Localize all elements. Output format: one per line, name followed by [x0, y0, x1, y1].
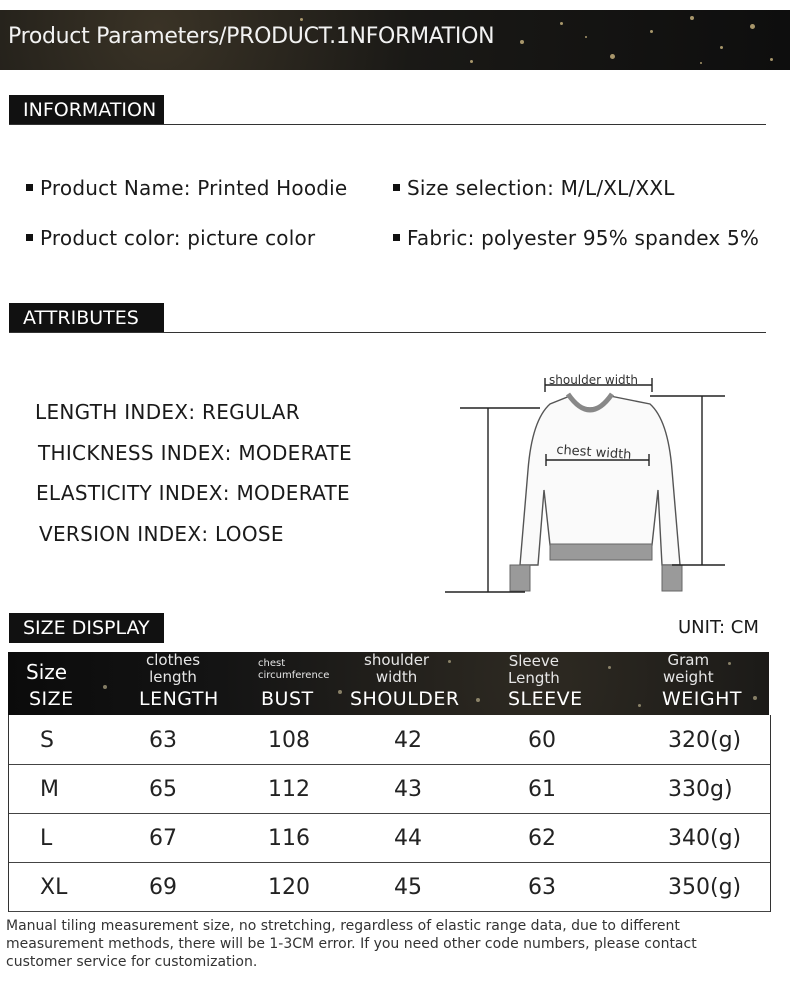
header-bust-top — [258, 658, 329, 682]
header-bust-top-2: circumference — [258, 670, 330, 681]
sparkle-dot — [560, 22, 563, 25]
attr-elasticity-index: ELASTICITY INDEX: MODERATE — [36, 481, 350, 505]
unit-label: UNIT: CM — [678, 617, 759, 638]
sparkle-dot — [638, 704, 641, 707]
cell-sleeve: 61 — [528, 777, 556, 802]
cell-shoulder: 43 — [394, 777, 422, 802]
cell-weight: 320(g) — [668, 728, 742, 753]
cell-size: S — [40, 728, 54, 753]
cell-length: 67 — [149, 826, 177, 851]
cell-bust: 112 — [268, 777, 310, 802]
table-row — [9, 764, 770, 814]
info-product-color — [26, 226, 315, 250]
info-fabric — [393, 226, 759, 250]
header-col-length: LENGTH — [139, 688, 219, 710]
sparkle-dot — [520, 40, 524, 44]
sparkle-dot — [728, 662, 731, 665]
header-col-size: SIZE — [29, 688, 74, 710]
table-row — [9, 715, 770, 765]
sparkle-dot — [650, 30, 653, 33]
sparkle-dot — [720, 46, 723, 49]
cell-weight: 350(g) — [668, 875, 742, 900]
sweater-measurement-diagram — [440, 360, 740, 600]
cell-weight: 330g) — [668, 777, 733, 802]
section-divider — [9, 332, 766, 333]
header-weight-top-2: weight — [663, 668, 714, 686]
sparkle-dot — [608, 666, 611, 669]
sparkle-dot — [103, 685, 107, 689]
header-shoulder-top — [364, 652, 429, 686]
sparkle-dot — [610, 54, 615, 59]
header-col-bust: BUST — [261, 688, 314, 710]
cell-shoulder: 45 — [394, 875, 422, 900]
bullet-icon — [26, 234, 33, 241]
header-length-top-2: length — [149, 668, 197, 686]
bullet-icon — [393, 184, 400, 191]
section-label-size-display: SIZE DISPLAY — [9, 613, 164, 643]
sparkle-dot — [700, 62, 702, 64]
attr-thickness-index: THICKNESS INDEX: MODERATE — [38, 441, 352, 465]
header-length-top — [146, 652, 200, 686]
header-sleeve-top-1: Sleeve — [508, 652, 559, 670]
cell-shoulder: 44 — [394, 826, 422, 851]
banner-title: Product Parameters/PRODUCT.1NFORMATION — [8, 24, 495, 49]
cell-size: L — [40, 826, 53, 851]
info-product-name-text: Product Name: Printed Hoodie — [40, 176, 348, 200]
cell-shoulder: 42 — [394, 728, 422, 753]
chest-width-label: chest width — [555, 442, 632, 463]
info-size-selection-text: Size selection: M/L/XL/XXL — [407, 176, 675, 200]
cell-length: 65 — [149, 777, 177, 802]
header-col-shoulder: SHOULDER — [350, 688, 460, 710]
info-size-selection — [393, 176, 675, 200]
header-banner — [0, 10, 790, 70]
header-col-weight: WEIGHT — [662, 688, 743, 710]
sparkle-dot — [770, 58, 773, 61]
cell-size: XL — [40, 875, 68, 900]
attr-length-index: LENGTH INDEX: REGULAR — [35, 400, 300, 424]
header-weight-top — [663, 652, 714, 686]
shoulder-width-label: shoulder width — [549, 373, 638, 387]
header-shoulder-top-1: shoulder — [364, 652, 430, 669]
info-fabric-text: Fabric: polyester 95% spandex 5% — [407, 226, 760, 250]
info-product-color-text: Product color: picture color — [40, 226, 316, 250]
cell-length: 69 — [149, 875, 177, 900]
sparkle-dot — [338, 690, 342, 694]
section-label-information: INFORMATION — [9, 95, 164, 125]
sparkle-dot — [585, 36, 587, 38]
info-product-name — [26, 176, 347, 200]
cell-length: 63 — [149, 728, 177, 753]
sparkle-dot — [750, 24, 755, 29]
header-length-top-1: clothes — [146, 652, 201, 669]
header-sleeve-top-2: Length — [508, 669, 560, 687]
cell-sleeve: 62 — [528, 826, 556, 851]
cell-bust: 116 — [268, 826, 310, 851]
measurement-note: Manual tiling measurement size, no stretching, regardless of elastic range data, due to different measurement methods, there will be 1-3CM error. If you need other code numbers, please contact customer service for customization. — [6, 918, 697, 970]
table-row — [9, 862, 770, 912]
header-weight-top-1: Gram — [667, 652, 710, 669]
cell-sleeve: 63 — [528, 875, 556, 900]
table-row — [9, 813, 770, 863]
sparkle-dot — [476, 698, 480, 702]
section-label-attributes: ATTRIBUTES — [9, 303, 164, 333]
cell-sleeve: 60 — [528, 728, 556, 753]
bullet-icon — [26, 184, 33, 191]
header-col-sleeve: SLEEVE — [508, 688, 583, 710]
size-table-body — [8, 715, 771, 912]
header-size-top: Size — [26, 660, 68, 684]
sparkle-dot — [470, 60, 473, 63]
sparkle-dot — [690, 16, 694, 20]
attr-version-index: VERSION INDEX: LOOSE — [39, 522, 284, 546]
header-bust-top-1: chest — [258, 658, 286, 669]
cell-weight: 340(g) — [668, 826, 742, 851]
sparkle-dot — [753, 696, 757, 700]
size-table-header — [8, 652, 769, 715]
section-divider — [9, 124, 766, 125]
sparkle-dot — [300, 18, 303, 21]
cell-bust: 108 — [268, 728, 310, 753]
bullet-icon — [393, 234, 400, 241]
cell-size: M — [40, 777, 59, 802]
sparkle-dot — [448, 660, 451, 663]
sweater-outline-icon — [520, 396, 680, 565]
cell-bust: 120 — [268, 875, 310, 900]
header-sleeve-top — [508, 653, 560, 687]
header-shoulder-top-2: width — [375, 668, 418, 686]
